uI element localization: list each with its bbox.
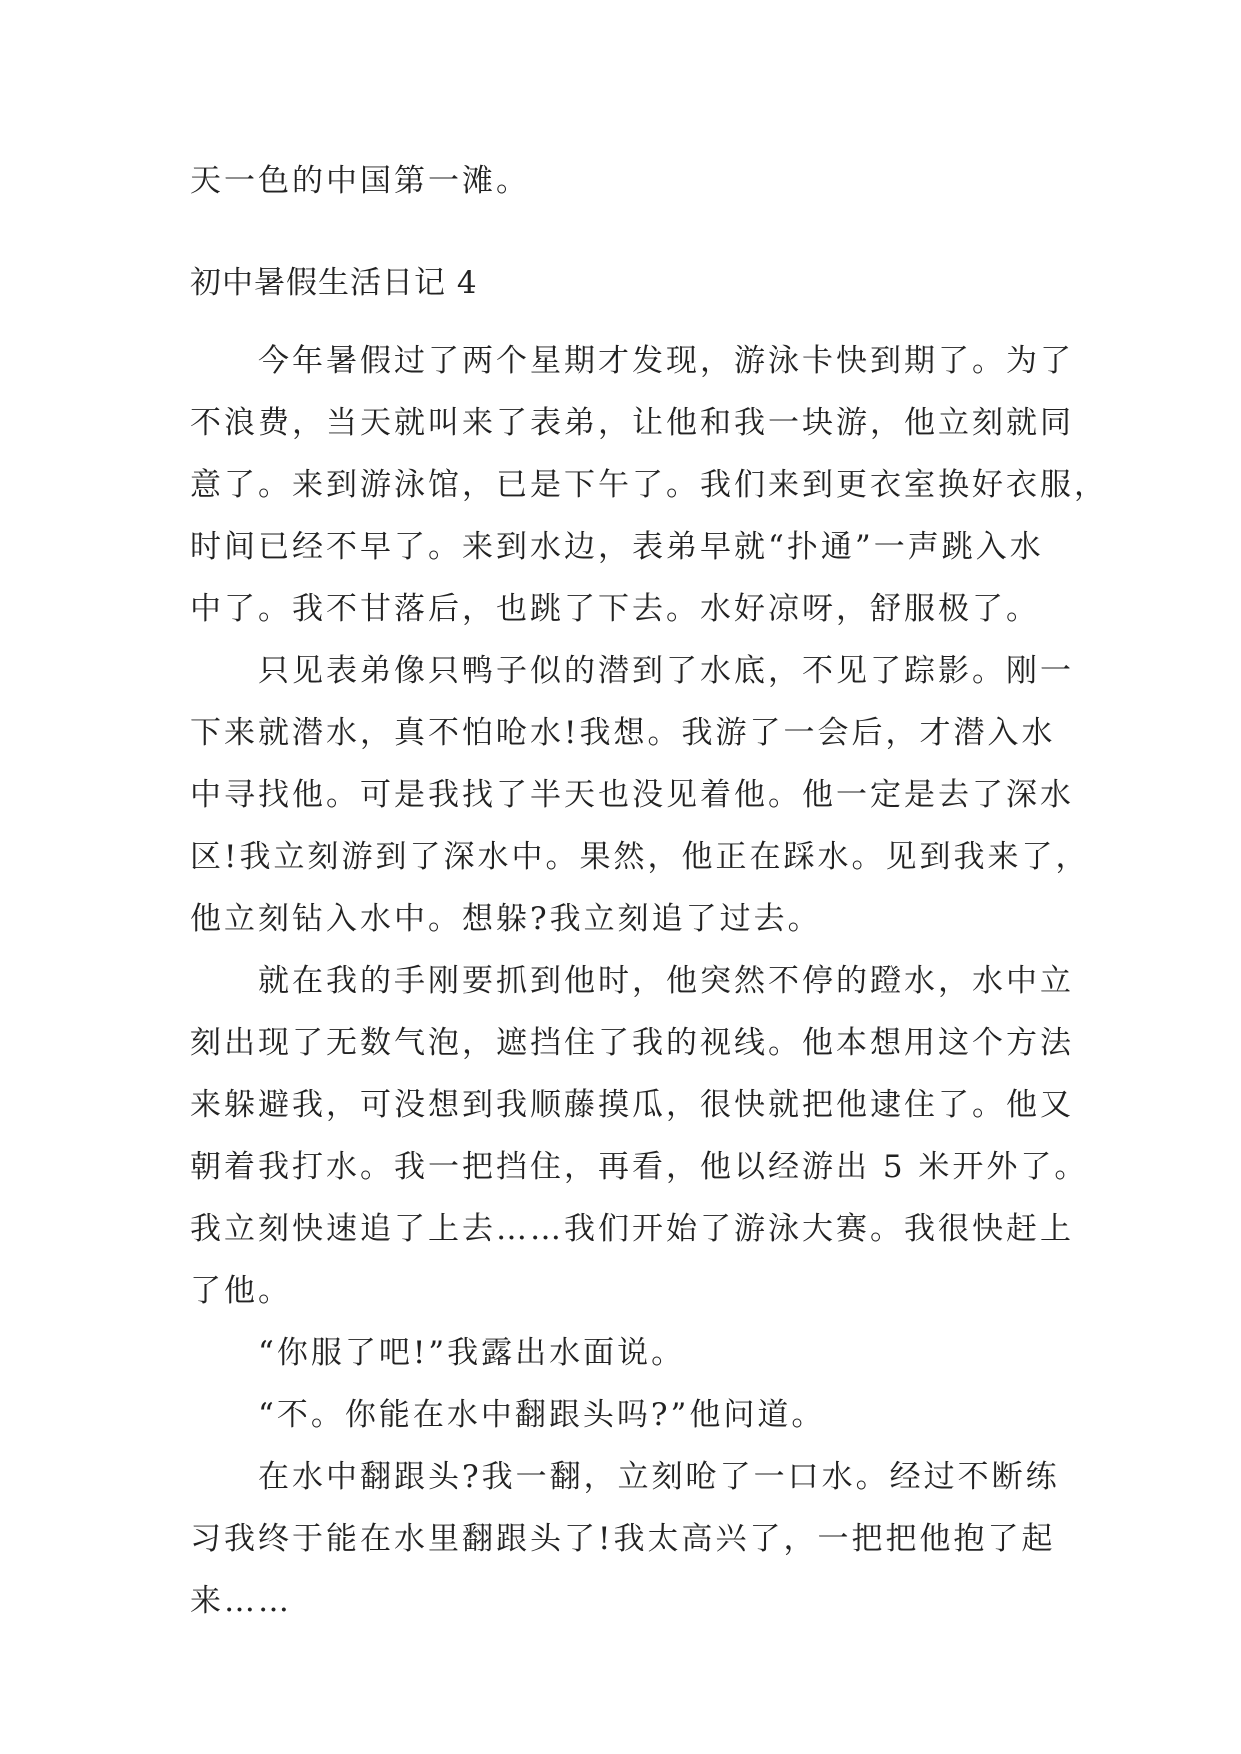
- text-line: 意了。来到游泳馆，已是下午了。我们来到更衣室换好衣服，: [190, 467, 1108, 503]
- text-line: 了他。: [190, 1273, 292, 1309]
- diary-title: [190, 252, 1070, 314]
- diary-body: [190, 330, 1108, 1632]
- title-text: 初中暑假生活日记 4: [190, 265, 478, 301]
- text-line: 天一色的中国第一滩。: [190, 163, 530, 199]
- previous-section-fragment: [190, 150, 1070, 212]
- text-line: 只见表弟像只鸭子似的潜到了水底，不见了踪影。刚一: [258, 653, 1074, 689]
- text-line: 就在我的手刚要抓到他时，他突然不停的蹬水，水中立: [258, 963, 1074, 999]
- text-line: 刻出现了无数气泡，遮挡住了我的视线。他本想用这个方法: [190, 1025, 1074, 1061]
- text-line: 区!我立刻游到了深水中。果然，他正在踩水。见到我来了，: [190, 839, 1090, 875]
- text-line: 来……: [190, 1583, 292, 1619]
- text-line: 他立刻钻入水中。想躲?我立刻追了过去。: [190, 901, 822, 937]
- text-line: 习我终于能在水里翻跟头了!我太高兴了，一把把他抱了起: [190, 1521, 1056, 1557]
- text-line: “不。你能在水中翻跟头吗?”他问道。: [258, 1397, 826, 1433]
- text-line: 下来就潜水，真不怕呛水!我想。我游了一会后，才潜入水: [190, 715, 1056, 751]
- text-line: 我立刻快速追了上去……我们开始了游泳大赛。我很快赶上: [190, 1211, 1074, 1247]
- text-line: “你服了吧!”我露出水面说。: [258, 1335, 686, 1371]
- text-line: 在水中翻跟头?我一翻，立刻呛了一口水。经过不断练: [258, 1459, 1060, 1495]
- text-line: 中寻找他。可是我找了半天也没见着他。他一定是去了深水: [190, 777, 1074, 813]
- text-line: 今年暑假过了两个星期才发现，游泳卡快到期了。为了: [258, 343, 1074, 379]
- text-line: 中了。我不甘落后，也跳了下去。水好凉呀，舒服极了。: [190, 591, 1040, 627]
- text-line: 来躲避我，可没想到我顺藤摸瓜，很快就把他逮住了。他又: [190, 1087, 1074, 1123]
- text-line: 时间已经不早了。来到水边，表弟早就“扑通”一声跳入水: [190, 529, 1044, 565]
- text-line: 不浪费，当天就叫来了表弟，让他和我一块游，他立刻就同: [190, 405, 1074, 441]
- text-line: 朝着我打水。我一把挡住，再看，他以经游出 5 米开外了。: [190, 1149, 1089, 1185]
